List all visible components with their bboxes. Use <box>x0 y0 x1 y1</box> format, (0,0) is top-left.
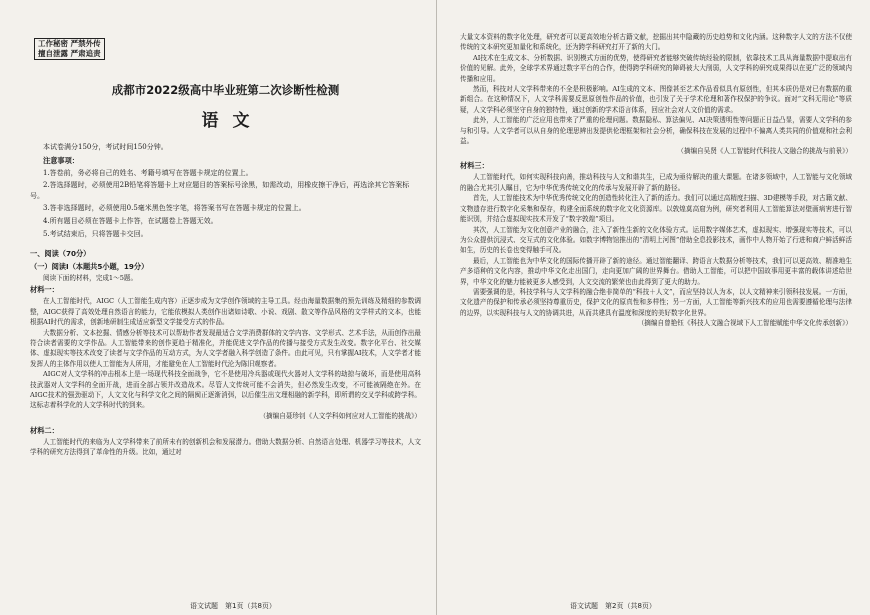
section-heading: 一、阅读（70分） <box>30 249 91 258</box>
page-1-footer: 语文试题 第1页（共8页） <box>190 602 276 610</box>
note-item: 5.考试结束后，只将答题卡交回。 <box>43 230 148 238</box>
material-2-paragraph: 此外，人工智能的广泛应用也带来了严重的伦理问题。数据隐私、算法偏见、AI决策透明性等问题正日益凸显，需要人文学科的参与和引导。人文学者可以从自身的伦理思辨出发提供伦理框架和社会分析，确保科技在发展的过程中不偏离人类共同的价值观和社会利益。 <box>460 116 852 146</box>
material-3-paragraph: 需要强调的是，科技学科与人文学科的融合绝非简单的“科技＋人文”，而应坚持以人为本，以人文精神来引领科技发展。一方面，文化遗产的保护和传承必须坚持尊重历史，保护文化的原真性和多样性；另一方面，人工智能等新兴技术的应用也需要遵循伦理与法律的边界，以实现科技与人文的协调共进，从而共建具有温度和深度的美好数字化世界。 <box>460 287 852 317</box>
exam-title: 成都市2022级高中毕业班第二次诊断性检测 <box>111 83 340 97</box>
stamp-line-1: 工作秘密 严禁外传 <box>38 39 101 48</box>
material-3-paragraph: 首先，人工智能技术为中华优秀传统文化的创造性转化注入了新的活力。我们可以通过高精度扫描、3D建模等手段，对古籍文献、文物遗存进行数字化采集和保存，构建全面系统的数字化文化资源库。以敦煌莫高窟为例，研究者利用人工智能算法对壁画病害进行智能识别，并结合虚拟现实技术开发了“数字敦煌”项目。 <box>460 194 852 224</box>
page-divider <box>436 0 437 615</box>
material-3-paragraph: 人工智能时代，如何实现科技向善，推动科技与人文和谐共生，已成为亟待解决的重大课题。在诸多领域中，人工智能与文化领域的融合尤其引人瞩目，它为中华优秀传统文化的传承与发展开辟了新的路径。 <box>460 173 852 192</box>
material-2-title: 材料二： <box>30 425 59 435</box>
material-1-paragraph: 在人工智能时代，AIGC（人工智能生成内容）正逐步成为文学创作领域的主导工具。经由海量数据集的预先训练及精细的参数调整，AIGC获得了高效处理自然语言的能力，它能依模拟人类创作出诸如诗歌、小说、戏剧、散文等作品风格的文学样式的文本，也能根据AI时代的需求，创新地研制生成适应新型文学接受方式的作品。 <box>30 297 421 327</box>
material-2-source: （摘编自吴贤《人工智能时代科技人文融合的挑战与前景》） <box>677 147 852 156</box>
material-1-title: 材料一： <box>30 285 59 295</box>
stamp-line-2: 擅自泄露 严肃追责 <box>38 49 101 58</box>
material-2-paragraph: 人工智能时代的来临为人文学科带来了前所未有的创新机会和发展潜力。借助大数据分析、自然语言处理、机器学习等技术，人文学科的研究方法得到了革命性的升级。比如，通过对 <box>30 437 421 457</box>
material-2-paragraph: AI技术在生成文本、分析数据、识别模式方面的优势，使得研究者能够突破传统经验的限制，依靠技术工具从海量数据中提取出有价值的见解。此外，全球学术界通过数字平台的合作，使得跨学科研究的障碍被大大削弱，人文学科的研究成果得以在更广泛的领域内传播和应用。 <box>460 53 852 83</box>
page-2 <box>440 0 870 615</box>
instruction-text: 阅读下面的材料，完成1～5题。 <box>43 274 138 282</box>
subject-heading: 语文 <box>201 111 264 131</box>
material-3-title: 材料三： <box>460 161 489 171</box>
material-1-source: （摘编自聂珍钊《人文学科如何应对人工智能的挑战》） <box>259 411 421 420</box>
material-3-source: （摘编自曾艳钰《科技人文融合视域下人工智能赋能中华文化传承创新》） <box>637 319 852 328</box>
material-1-paragraph: 大数据分析、文本挖掘、情感分析等技术可以帮助作者发现最适合文学消费群体的文学内容、文学形式、艺术手法，从而创作出最符合读者需要的文学作品。人工智能带来的创作更趋于精准化，并能促进文学作品的传播与接受方式发生改变。数字化平台、社交媒体、虚拟现实等技术改变了读者与文学作品的互动方式，为人文学者融入科学创造了条件。由此可见，只有掌握AI技术，人文学者才能发挥人的主体作用以使人工智能为人所用，才能避免在人工智能时代沦为陈旧观察者。 <box>30 328 421 368</box>
material-2-paragraph: 然而，科技对人文学科带来的不全是积极影响。AI生成的文本、图像甚至艺术作品看似具有原创性，但其本质仍是对已有数据的重新组合。在这种情况下，人文学科需要反思原创性作品的价值，也引发了关于学术伦理和著作权保护的争议。面对“文科无用论”等质疑，人文学科必须坚守自身的独特性，通过创新的学术语言体系，回应社会对人文价值的需求。 <box>460 85 852 114</box>
material-3-paragraph: 其次，人工智能为文化创意产业的融合，注入了新性生新的文化体验方式。运用数字媒体艺术，虚拟现实、增强现实等技术，可以为公众提供沉浸式、交互式的文化体验。如数字博物馆推出的“清明上河图”借助全息投影技术，画作中人物开始了行进和商户鲜活鲜活如生，历史的长卷也变得触手可及。 <box>460 225 852 255</box>
confidential-stamp <box>34 38 105 60</box>
note-item: 3.答非选择题时，必须使用0.5毫米黑色签字笔，将答案书写在答题卡规定的位置上。 <box>43 204 306 212</box>
note-item: 4.所有题目必须在答题卡上作答，在试题卷上答题无效。 <box>43 217 218 225</box>
notes-heading: 注意事项： <box>43 156 79 165</box>
material-3-paragraph: 最后，人工智能也为中华文化的国际传播开辟了新的途径。通过智能翻译、跨语言大数据分析等技术，我们可以更高效、精准地生产多语种的文化内容，推动中华文化走出国门，走向更加广阔的世界舞台。借助人工智能，可以把中国故事用更丰富的载体讲述给世界，中华文化的魅力能被更多人感受到，人文交流的繁荣也由此得到了更大的助力。 <box>460 256 852 286</box>
page-2-footer: 语文试题 第2页（共8页） <box>570 602 656 610</box>
intro-text: 本试卷满分150分，考试时间150分钟。 <box>43 143 168 151</box>
note-item: 2.答选择题时，必须使用2B铅笔将答题卡上对应题目的答案标号涂黑，如需改动，用橡皮擦干净后，再选涂其它答案标号。 <box>30 181 410 200</box>
material-2-paragraph: 大量文本资料的数字化处理，研究者可以更高效地分析古籍文献，挖掘出其中隐藏的历史趋势和文化内涵。这种数字人文的方法不仅使传统的文本研究更加量化和系统化，还为跨学科研究打开了新的大门。 <box>460 33 852 52</box>
subsection-heading: （一）阅读Ⅰ（本题共5小题，19分） <box>30 262 149 271</box>
material-1-paragraph: AIGC对人文学科的冲击根本上是一场现代科技全面战争，它不是使用冷兵器或现代火器对人文学科的劫掠与破坏，而是使用高科技武器对人文学科的全面开战，进而全部占领并改造战术。尽管人文传统可能不会消失，但必然发生改变，不可能被隔绝在外。在AIGC技术的强劲驱动下，人文文化与科学文化之间的隔阂正逐渐消弭，以后催生出文理相融的新学科，即所谓的交叉学科或跨学科。这标志着科学化的人文学科时代的到来。 <box>30 370 421 410</box>
note-item: 1.答卷前，务必将自己的姓名、考籍号填写在答题卡规定的位置上。 <box>43 169 253 177</box>
